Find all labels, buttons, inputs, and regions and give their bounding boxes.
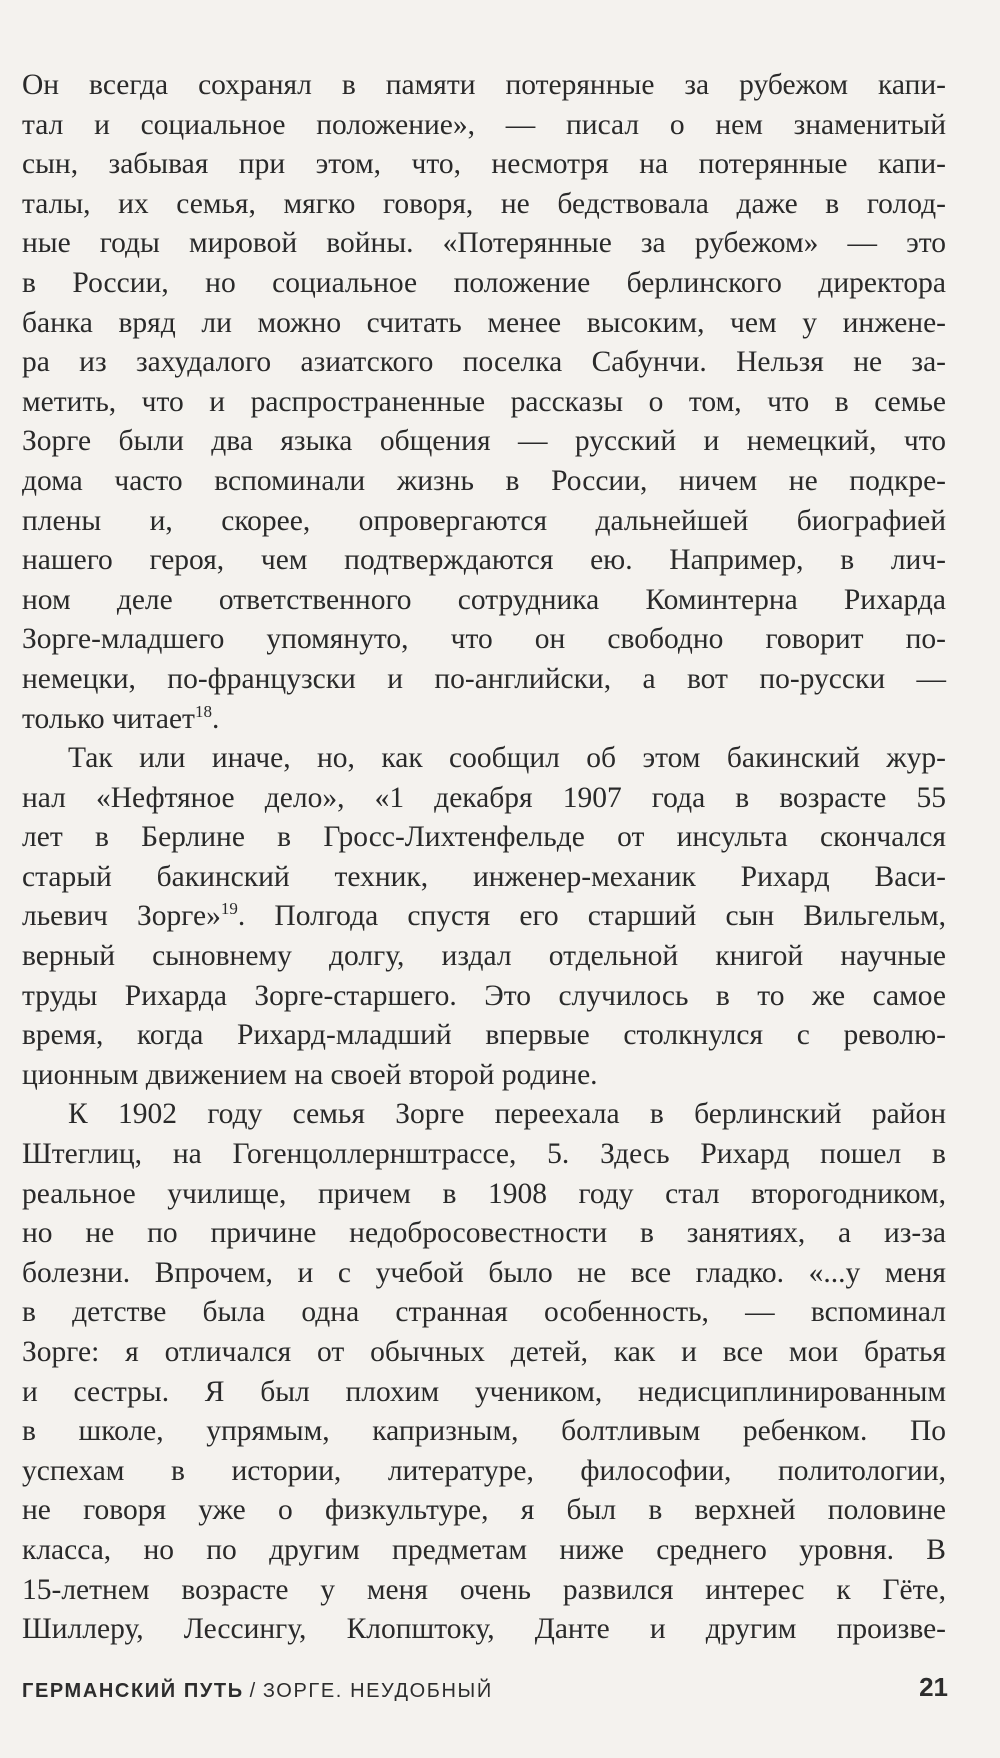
text-line bbox=[22, 1531, 946, 1571]
book-title: ЗОРГЕ. НЕУДОБНЫЙ bbox=[262, 1680, 493, 1702]
text-line bbox=[22, 858, 946, 898]
text-line bbox=[22, 1135, 946, 1175]
line-text: и сестры. Я был плохим учеником, недисциплинированным bbox=[22, 1375, 946, 1408]
line-text: немецки, по-французски и по-английски, а вот по-русски — bbox=[22, 662, 946, 695]
line-text: плены и, скорее, опровергаются дальнейшей биографией bbox=[22, 504, 946, 537]
text-line bbox=[22, 145, 946, 185]
text-line bbox=[22, 1056, 946, 1096]
text-line bbox=[22, 1571, 946, 1611]
line-text: ционным движением на своей второй родине. bbox=[22, 1058, 598, 1091]
text-line bbox=[22, 818, 946, 858]
title-separator: / bbox=[249, 1680, 257, 1702]
line-text: ном деле ответственного сотрудника Коминтерна Рихарда bbox=[22, 583, 946, 616]
text-line bbox=[22, 541, 946, 581]
text-line bbox=[22, 1491, 946, 1531]
line-text: Штеглиц, на Гогенцоллернштрассе, 5. Здесь Рихард пошел в bbox=[22, 1138, 946, 1171]
line-text: ные годы мировой войны. «Потерянные за рубежом» — это bbox=[22, 227, 946, 260]
text-line bbox=[22, 1373, 946, 1413]
text-line bbox=[22, 1095, 946, 1135]
text-line bbox=[22, 1452, 946, 1492]
page-number: 21 bbox=[919, 1672, 948, 1702]
text-line bbox=[22, 581, 946, 621]
line-text: 15-летнем возрасте у меня очень развился интерес к Гёте, bbox=[22, 1573, 946, 1606]
text-line bbox=[22, 977, 946, 1017]
line-text: нашего героя, чем подтверждаются ею. Например, в лич- bbox=[22, 544, 946, 577]
line-text: сын, забывая при этом, что, несмотря на потерянные капи- bbox=[22, 148, 946, 181]
text-line bbox=[22, 502, 946, 542]
text-line bbox=[22, 264, 946, 304]
line-text-continued: . Полгода спустя его старший сын Вильгельм, bbox=[237, 900, 946, 933]
text-line bbox=[22, 1333, 946, 1373]
line-text: время, когда Рихард-младший впервые столкнулся с револю- bbox=[22, 1019, 946, 1052]
text-line bbox=[22, 897, 946, 937]
line-text: тал и социальное положение», — писал о нем знаменитый bbox=[22, 108, 946, 141]
line-text: старый бакинский техник, инженер-механик Рихард Васи- bbox=[22, 860, 946, 893]
line-text: реальное училище, причем в 1908 году стал второгодником, bbox=[22, 1177, 946, 1210]
text-line bbox=[22, 422, 946, 462]
footnote-ref: 19 bbox=[220, 899, 238, 919]
text-line bbox=[22, 1016, 946, 1056]
body-text bbox=[22, 66, 946, 1650]
line-text: Зорге: я отличался от обычных детей, как и все мои братья bbox=[22, 1336, 946, 1368]
series-title: ГЕРМАНСКИЙ ПУТЬ bbox=[22, 1680, 244, 1702]
text-line bbox=[22, 937, 946, 977]
text-line bbox=[22, 700, 946, 740]
line-text: талы, их семья, мягко говоря, не бедствовала даже в голод- bbox=[22, 187, 946, 220]
text-line bbox=[22, 383, 946, 423]
line-text: в детстве была одна странная особенность, — вспоминал bbox=[22, 1296, 946, 1329]
text-line bbox=[22, 620, 946, 660]
line-text: болезни. Впрочем, и с учебой было не все гладко. «...у меня bbox=[22, 1256, 946, 1289]
text-line bbox=[22, 1610, 946, 1650]
text-line bbox=[22, 1254, 946, 1294]
line-text: только читает bbox=[22, 702, 195, 735]
text-line bbox=[22, 779, 946, 819]
text-line bbox=[22, 106, 946, 146]
line-text: Он всегда сохранял в памяти потерянные за рубежом капи- bbox=[22, 69, 946, 101]
text-line bbox=[22, 1293, 946, 1333]
text-line bbox=[22, 343, 946, 383]
line-text: Зорге были два языка общения — русский и немецкий, что bbox=[22, 425, 946, 458]
line-text: Так или иначе, но, как сообщил об этом бакинский жур- bbox=[68, 742, 946, 775]
line-text: льевич Зорге» bbox=[22, 900, 221, 933]
line-text: верный сыновнему долгу, издал отдельной книгой научные bbox=[22, 940, 946, 973]
text-line bbox=[22, 739, 946, 779]
line-text: нал «Нефтяное дело», «1 декабря 1907 года в возрасте 55 bbox=[22, 781, 946, 814]
line-text: труды Рихарда Зорге-старшего. Это случилось в то же самое bbox=[22, 979, 946, 1012]
line-text: в школе, упрямым, капризным, болтливым ребенком. По bbox=[22, 1415, 946, 1448]
text-line bbox=[22, 185, 946, 225]
line-text: Шиллеру, Лессингу, Клопштоку, Данте и другим произве- bbox=[22, 1613, 946, 1646]
running-title bbox=[22, 1680, 493, 1703]
line-text: банка вряд ли можно считать менее высоким, чем у инжене- bbox=[22, 306, 946, 339]
line-text: лет в Берлине в Гросс-Лихтенфельде от инсульта скончался bbox=[22, 821, 946, 854]
line-text: К 1902 году семья Зорге переехала в берлинский район bbox=[68, 1098, 946, 1131]
text-line bbox=[22, 66, 946, 106]
line-text: дома часто вспоминали жизнь в России, ничем не подкре- bbox=[22, 464, 946, 497]
text-line bbox=[22, 1214, 946, 1254]
line-text: класса, но по другим предметам ниже среднего уровня. В bbox=[22, 1533, 946, 1566]
text-line bbox=[22, 1412, 946, 1452]
line-text: Зорге-младшего упомянуто, что он свободно говорит по- bbox=[22, 623, 946, 656]
text-line bbox=[22, 304, 946, 344]
period: . bbox=[211, 702, 220, 735]
line-text: но не по причине недобросовестности в занятиях, а из-за bbox=[22, 1217, 946, 1250]
line-text: в России, но социальное положение берлинского директора bbox=[22, 266, 946, 299]
page-footer bbox=[22, 1672, 948, 1708]
line-text: метить, что и распространенные рассказы о том, что в семье bbox=[22, 385, 946, 418]
text-line bbox=[22, 1175, 946, 1215]
text-line bbox=[22, 462, 946, 502]
line-text: успехам в истории, литературе, философии, политологии, bbox=[22, 1454, 946, 1487]
text-line bbox=[22, 660, 946, 700]
footnote-ref: 18 bbox=[194, 701, 212, 721]
line-text: ра из захудалого азиатского поселка Сабунчи. Нельзя не за- bbox=[22, 346, 946, 379]
line-text: не говоря уже о физкультуре, я был в верхней половине bbox=[22, 1494, 946, 1527]
text-line bbox=[22, 224, 946, 264]
